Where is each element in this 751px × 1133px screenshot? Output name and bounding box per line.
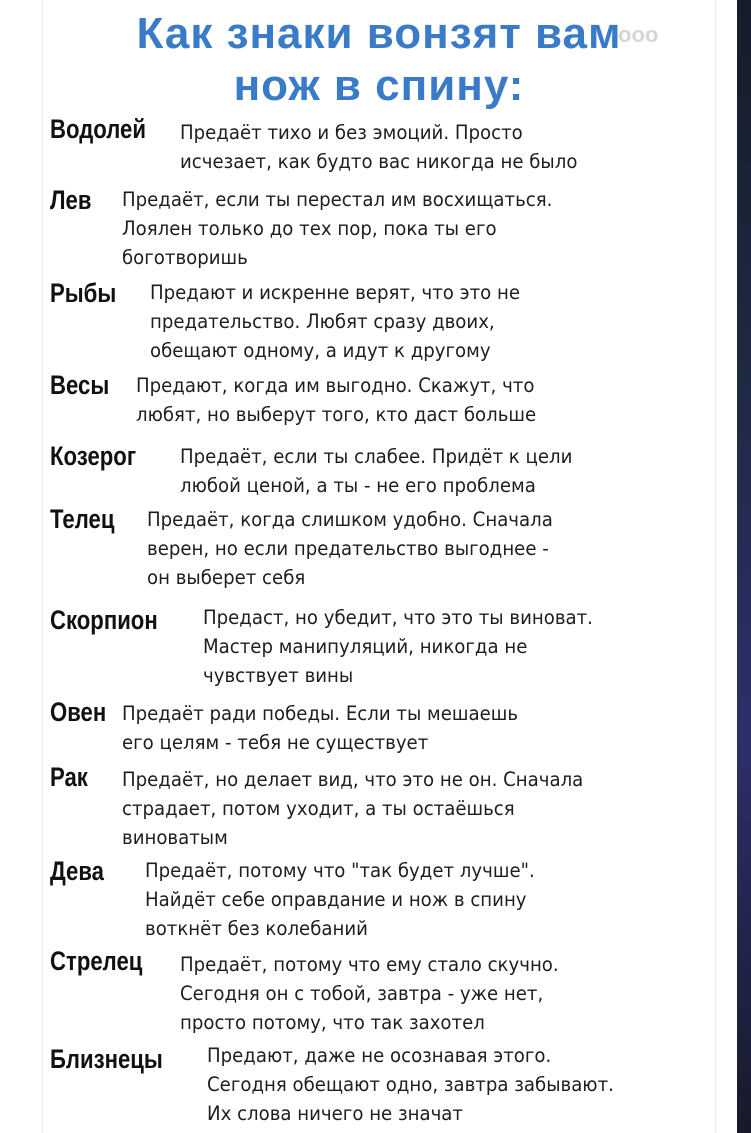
desc-line: Предаёт, потому что "так будет лучше". <box>145 859 535 882</box>
desc-line: Сегодня обещают одно, завтра забывают. <box>207 1073 614 1096</box>
desc-line: обещают одному, а идут к другому <box>150 339 491 362</box>
desc-line: воткнёт без колебаний <box>145 917 368 940</box>
sign-aquarius: Водолей <box>50 114 146 144</box>
title-line-1: Как знаки вонзят вам <box>136 9 622 58</box>
desc-line: Предают, когда им выгодно. Скажут, что <box>136 374 535 397</box>
title-line-2: нож в спину: <box>233 61 525 110</box>
desc-line: его целям - тебя не существует <box>122 731 429 754</box>
sign-pisces: Рыбы <box>50 278 117 308</box>
sign-cancer: Рак <box>50 762 88 792</box>
desc-line: страдает, потом уходит, а ты остаёшься <box>122 797 515 820</box>
desc-line: исчезает, как будто вас никогда не было <box>180 150 578 173</box>
sign-aries: Овен <box>50 697 107 727</box>
desc-leo <box>122 185 552 272</box>
desc-line: верен, но если предательство выгоднее - <box>147 537 549 560</box>
sign-capricorn: Козерог <box>50 441 137 471</box>
desc-line: чувствует вины <box>203 664 354 687</box>
desc-line: предательство. Любят сразу двоих, <box>150 310 495 333</box>
desc-sagittarius <box>180 950 559 1037</box>
desc-taurus <box>147 505 553 592</box>
desc-cancer <box>122 765 583 852</box>
adjacent-image-edge <box>737 0 751 1133</box>
watermark: ooo <box>618 22 659 47</box>
desc-scorpio <box>203 603 593 690</box>
desc-capricorn <box>180 442 572 500</box>
desc-line: Лоялен только до тех пор, пока ты его <box>122 217 497 240</box>
desc-line: виноватым <box>122 826 228 849</box>
desc-pisces <box>150 278 520 365</box>
desc-line: Их слова ничего не значат <box>207 1102 463 1125</box>
desc-line: Предаёт, потому что ему стало скучно. <box>180 953 559 976</box>
desc-line: Мастер манипуляций, никогда не <box>203 635 528 658</box>
desc-line: Предают и искренне верят, что это не <box>150 281 521 304</box>
desc-line: Сегодня он с тобой, завтра - уже нет, <box>180 982 544 1005</box>
desc-virgo <box>145 856 535 943</box>
sign-virgo: Дева <box>50 856 104 886</box>
desc-line: Предаёт, если ты перестал им восхищаться. <box>122 188 553 211</box>
sign-gemini: Близнецы <box>50 1044 163 1074</box>
desc-aries <box>122 699 518 757</box>
page-title <box>44 8 714 112</box>
desc-line: Предаёт, если ты слабее. Придёт к цели <box>180 445 573 468</box>
desc-line: Предаёт, когда слишком удобно. Сначала <box>147 508 553 531</box>
desc-line: просто потому, что так захотел <box>180 1011 485 1034</box>
desc-line: Предаёт, но делает вид, что это не он. Сначала <box>122 768 584 791</box>
desc-line: Предают, даже не осознавая этого. <box>207 1044 552 1067</box>
sign-scorpio: Скорпион <box>50 605 158 635</box>
desc-gemini <box>207 1041 614 1128</box>
desc-line: он выберет себя <box>147 566 306 589</box>
sign-taurus: Телец <box>50 504 115 534</box>
desc-line: Предаёт тихо и без эмоций. Просто <box>180 121 523 144</box>
sign-libra: Весы <box>50 370 110 400</box>
desc-aquarius <box>180 118 577 176</box>
sign-sagittarius: Стрелец <box>50 946 143 976</box>
desc-line: любой ценой, а ты - не его проблема <box>180 474 536 497</box>
desc-line: Найдёт себе оправдание и нож в спину <box>145 888 527 911</box>
desc-line: Предаёт ради победы. Если ты мешаешь <box>122 702 519 725</box>
sign-leo: Лев <box>50 185 92 215</box>
desc-line: Предаст, но убедит, что это ты виноват. <box>203 606 593 629</box>
desc-line: боготворишь <box>122 246 248 269</box>
desc-libra <box>136 371 536 429</box>
desc-line: любят, но выберут того, кто даст больше <box>136 403 537 426</box>
